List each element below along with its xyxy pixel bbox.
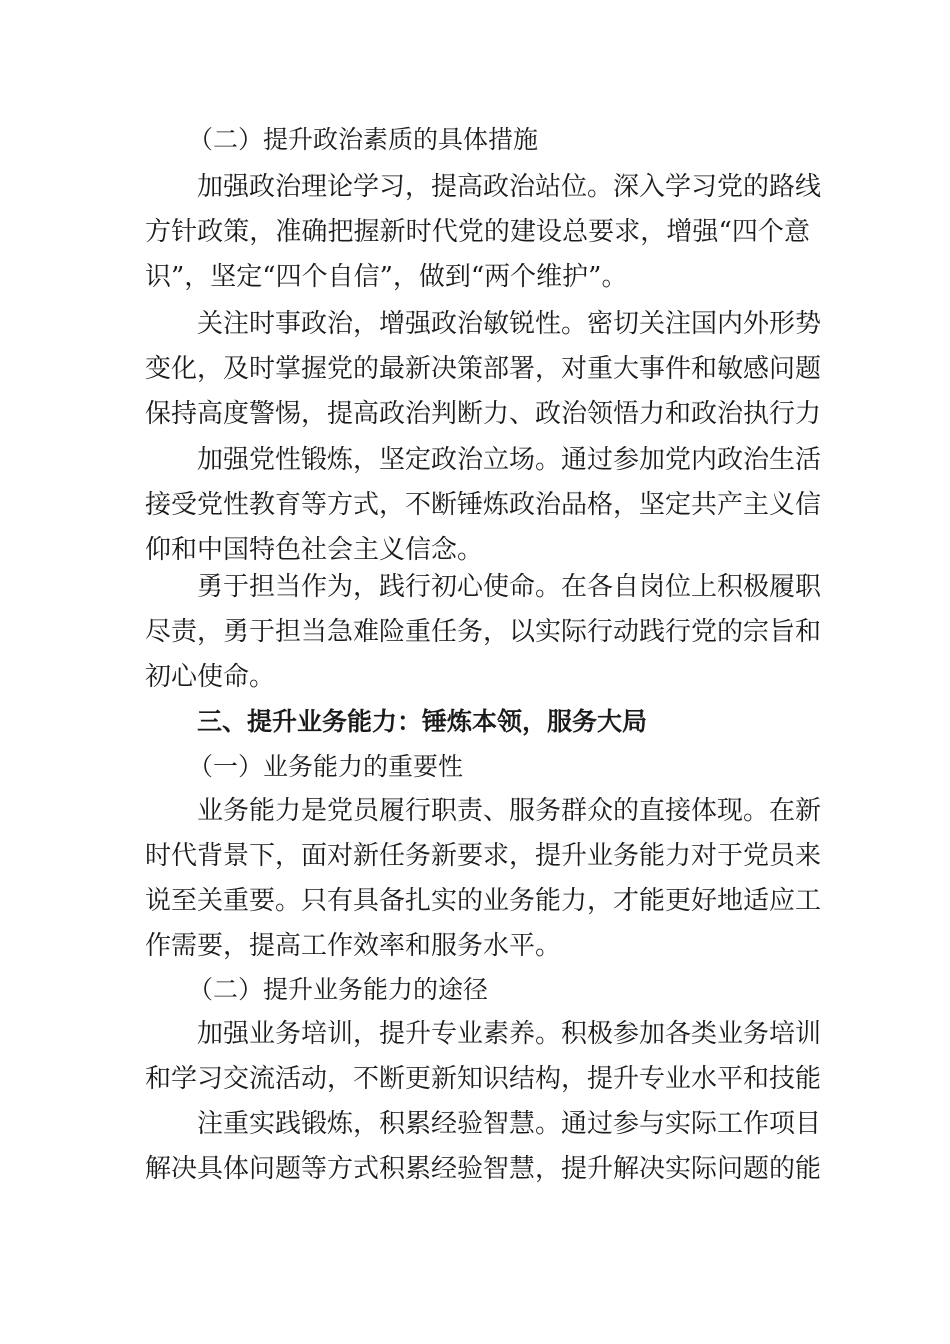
paragraph-line: 变化，及时掌握党的最新决策部署，对重大事件和敏感问题: [145, 354, 822, 384]
paragraph-line: 时代背景下，面对新任务新要求，提升业务能力对于党员来: [145, 841, 822, 871]
paragraph-line: 尽责，勇于担当急难险重任务，以实际行动践行党的宗旨和: [145, 617, 822, 647]
paragraph-line: 作需要，提高工作效率和服务水平。: [145, 931, 562, 961]
subsection-title-political-measures: （二）提升政治素质的具体措施: [188, 125, 539, 154]
paragraph-line: 业务能力是党员履行职责、服务群众的直接体现。在新: [197, 796, 822, 826]
section-heading-business-ability: 三、提升业务能力：锤炼本领，服务大局: [197, 707, 648, 736]
paragraph-line: 注重实践锻炼，积累经验智慧。通过参与实际工作项目: [197, 1109, 822, 1139]
paragraph-line: 加强政治理论学习，提高政治站位。深入学习党的路线: [197, 172, 822, 202]
paragraph-line: 加强党性锻炼，坚定政治立场。通过参加党内政治生活: [197, 445, 822, 475]
paragraph-line: 和学习交流活动，不断更新知识结构，提升专业水平和技能: [145, 1064, 822, 1094]
paragraph-line: 方针政策，准确把握新时代党的建设总要求，增强“四个意: [145, 217, 810, 247]
paragraph-line: 加强业务培训，提升专业素养。积极参加各类业务培训: [197, 1019, 822, 1049]
paragraph-line: 解决具体问题等方式积累经验智慧，提升解决实际问题的能: [145, 1154, 822, 1184]
subsection-title-importance: （一）业务能力的重要性: [188, 752, 464, 781]
paragraph-line: 关注时事政治，增强政治敏锐性。密切关注国内外形势: [197, 309, 822, 339]
subsection-title-approaches: （二）提升业务能力的途径: [188, 975, 489, 1004]
paragraph-line: 保持高度警惕，提高政治判断力、政治领悟力和政治执行力: [145, 399, 822, 429]
paragraph-line: 仰和中国特色社会主义信念。: [145, 535, 484, 565]
paragraph-line: 初心使命。: [145, 662, 276, 692]
paragraph-line: 说至关重要。只有具备扎实的业务能力，才能更好地适应工: [145, 886, 822, 916]
paragraph-line: 勇于担当作为，践行初心使命。在各自岗位上积极履职: [197, 572, 822, 602]
paragraph-line: 识”，坚定“四个自信”，做到“两个维护”。: [145, 262, 628, 292]
paragraph-line: 接受党性教育等方式，不断锤炼政治品格，坚定共产主义信: [145, 490, 822, 520]
